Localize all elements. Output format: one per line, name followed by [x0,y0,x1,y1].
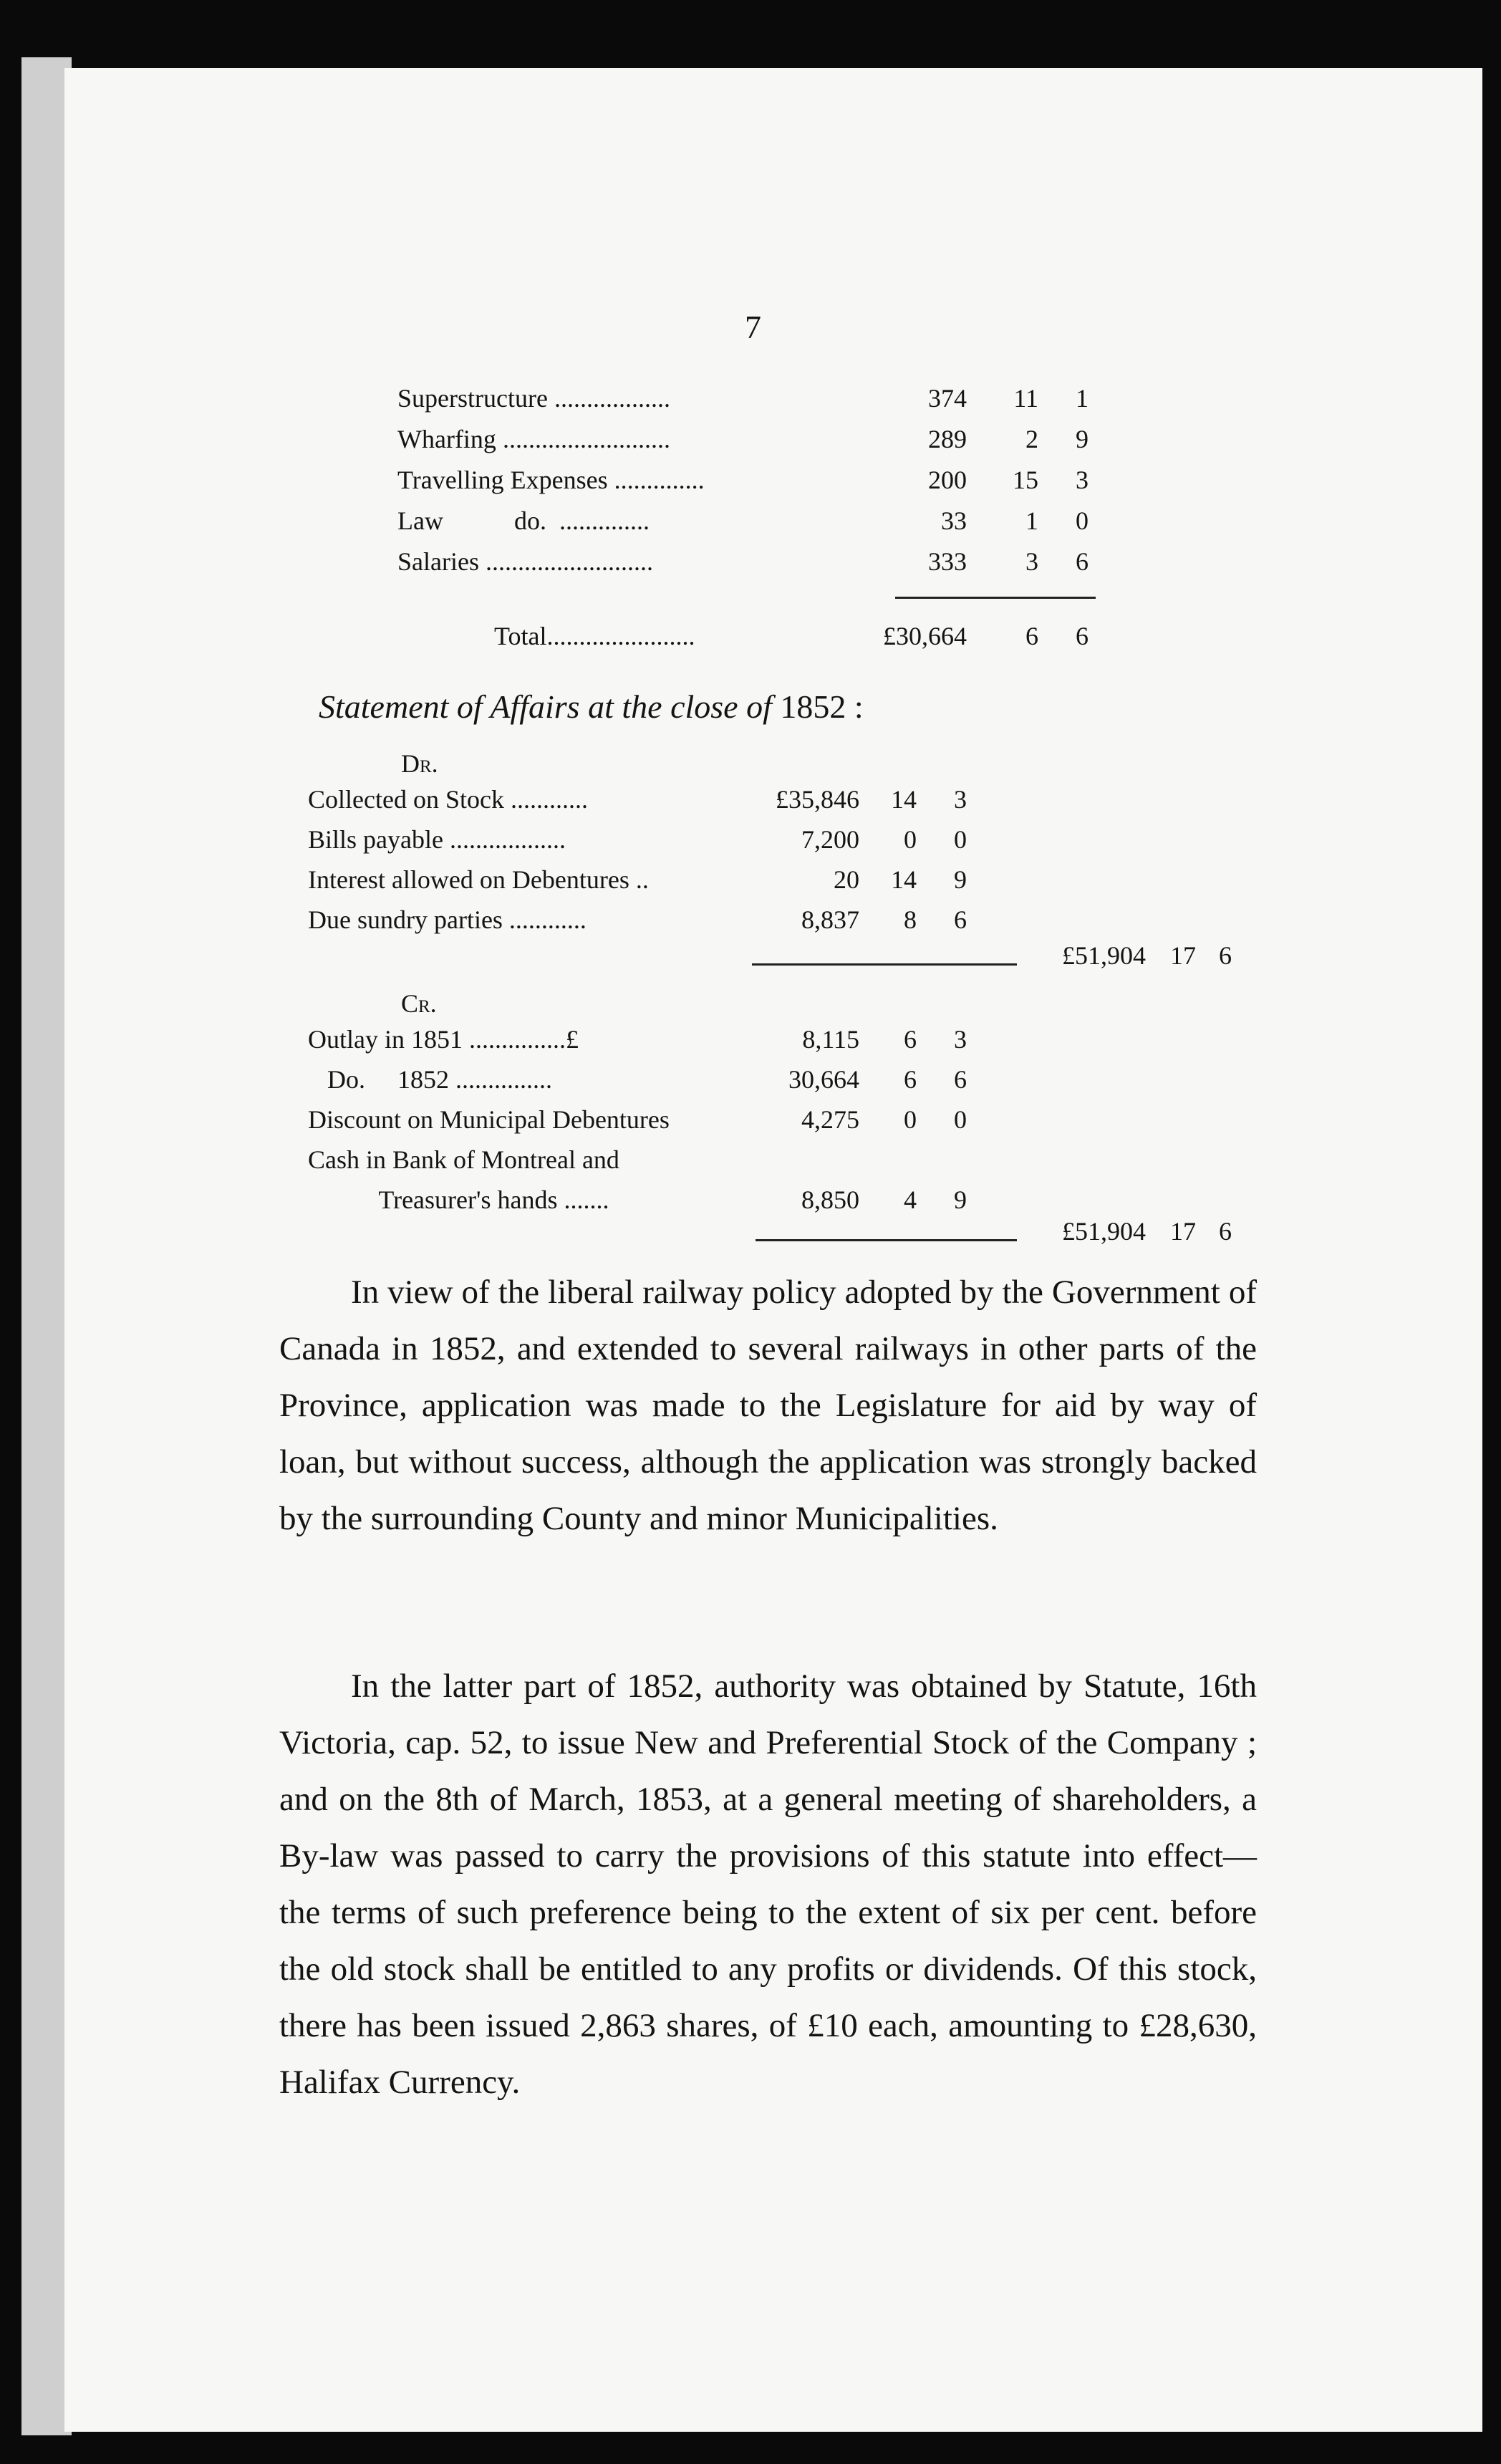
credit-label: Do. 1852 ............... [308,1065,552,1094]
debit-total-pounds: £51,904 [1062,941,1146,970]
credit-pounds: 30,664 [788,1065,859,1094]
credit-label: Cash in Bank of Montreal and [308,1145,619,1174]
debit-label: Due sundry parties ............ [308,905,587,934]
page-number: 7 [745,309,761,345]
debit-pence: 9 [954,865,967,894]
credit-pounds: 4,275 [801,1105,859,1134]
credit-pounds: 8,850 [801,1185,859,1214]
statement-heading [319,688,864,726]
expense-pounds: 289 [928,425,967,453]
statement-heading-year: 1852 : [780,688,864,725]
expense-label: Superstructure [397,384,548,413]
debit-pounds: 8,837 [801,905,859,934]
debit-pence: 0 [954,825,967,854]
expense-leaders: .............. [607,466,705,494]
scanned-page [64,68,1482,2432]
expense-label: Law do. [397,506,546,535]
credit-total-pounds: £51,904 [1062,1217,1146,1246]
expense-pence: 0 [1076,506,1089,535]
credit-shillings: 0 [904,1105,917,1134]
expense-pounds: 200 [928,466,967,494]
debit-pounds: £35,846 [776,785,859,814]
expense-shillings: 1 [1025,506,1038,535]
expense-pounds: 333 [928,547,967,576]
expense-total-pence: 6 [1076,622,1089,650]
debit-label: Interest allowed on Debentures .. [308,865,649,894]
debit-shillings: 8 [904,905,917,934]
expense-pence: 3 [1076,466,1089,494]
credit-pence: 6 [954,1065,967,1094]
statement-heading-text: Statement of Affairs at the close of [319,688,772,725]
expense-label: Salaries [397,547,479,576]
credit-total-pence: 6 [1219,1217,1232,1246]
expense-pence: 9 [1076,425,1089,453]
credit-label: Treasurer's hands ....... [308,1185,609,1214]
expense-row [397,465,705,495]
debit-heading: Dr. [401,749,438,778]
expense-pence: 6 [1076,547,1089,576]
expense-row [397,383,670,413]
expense-shillings: 15 [1013,466,1038,494]
debit-shillings: 14 [891,865,917,894]
debit-label: Collected on Stock ............ [308,785,588,814]
expense-leaders: .................. [547,384,670,413]
credit-label: Outlay in 1851 ...............£ [308,1025,579,1054]
credit-label: Discount on Municipal Debentures [308,1105,670,1134]
body-paragraph: In view of the liberal railway policy adopted by the Government of Canada in 1852, and extended to several railways in other parts of the Province, application was made to the Legislature for aid by way of loan, but without success, although the application was strongly backed by the surrounding County and minor Municipalities. [279,1274,1257,1537]
expense-pounds: 33 [941,506,967,535]
expense-pence: 1 [1076,384,1089,413]
credit-total-rule [756,1239,1017,1241]
debit-total-rule [752,963,1017,966]
expense-shillings: 11 [1013,384,1038,413]
debit-total-shillings: 17 [1170,941,1196,970]
credit-shillings: 6 [904,1065,917,1094]
debit-shillings: 14 [891,785,917,814]
expense-pounds: 374 [928,384,967,413]
debit-shillings: 0 [904,825,917,854]
debit-pence: 6 [954,905,967,934]
expense-row [397,547,653,577]
total-rule [895,597,1096,599]
expense-shillings: 2 [1025,425,1038,453]
credit-shillings: 4 [904,1185,917,1214]
credit-heading: Cr. [401,989,437,1018]
expense-total-label: Total....................... [494,622,695,650]
expense-label: Travelling Expenses [397,466,608,494]
credit-pence: 9 [954,1185,967,1214]
expense-shillings: 3 [1025,547,1038,576]
credit-total-shillings: 17 [1170,1217,1196,1246]
expense-leaders: .......................... [496,425,670,453]
body-paragraph: In the latter part of 1852, authority was obtained by Statute, 16th Victoria, cap. 52, to issue New and Preferential Stock of the Company ; and on the 8th of March, 1853, at a general meeting of shareholders, a By-law was passed to carry the provisions of this statute into effect— the terms of such preference being to the extent of six per cent. before the old stock shall be entitled to any profits or dividends. Of this stock, there has been issued 2,863 shares, of £10 each, amounting to £28,630, Halifax Currency. [279,1667,1257,2101]
expense-leaders: .............. [546,506,650,535]
expense-total-pounds: £30,664 [883,622,967,650]
expense-label: Wharfing [397,425,496,453]
debit-pounds: 7,200 [801,825,859,854]
expense-total-shillings: 6 [1025,622,1038,650]
expense-row [397,506,650,536]
credit-pounds: 8,115 [802,1025,859,1054]
debit-pence: 3 [954,785,967,814]
debit-pounds: 20 [834,865,859,894]
credit-pence: 0 [954,1105,967,1134]
expense-row [397,424,670,454]
credit-shillings: 6 [904,1025,917,1054]
debit-label: Bills payable .................. [308,825,566,854]
expense-leaders: .......................... [478,547,653,576]
credit-pence: 3 [954,1025,967,1054]
debit-total-pence: 6 [1219,941,1232,970]
